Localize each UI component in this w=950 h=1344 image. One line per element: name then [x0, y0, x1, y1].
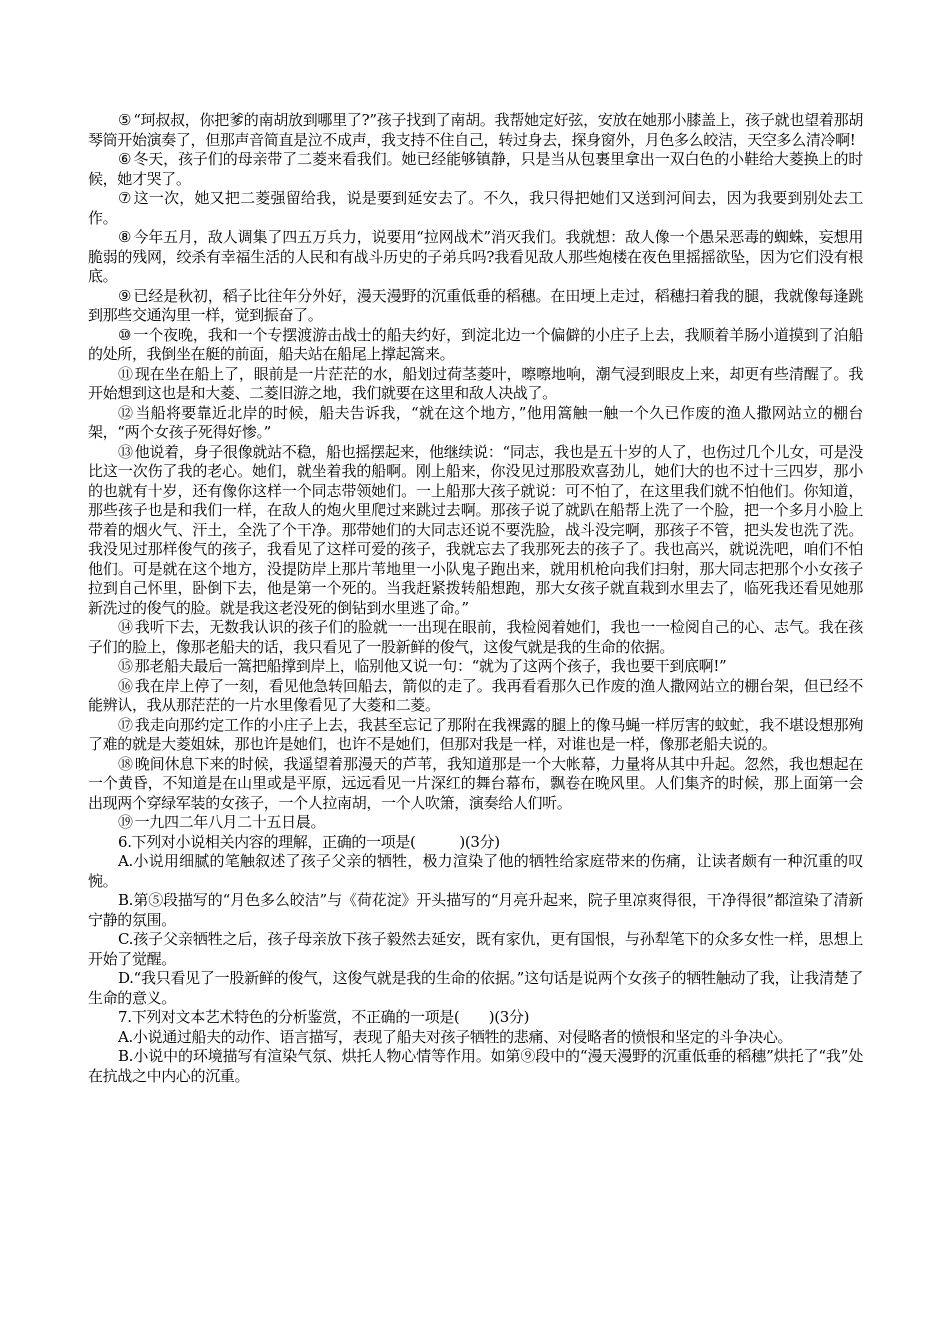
paragraph-text: 一个夜晚，我和一个专摆渡游击战士的船夫约好，到淀北边一个偏僻的小庄子上去，我顺着羊肠小道摸到了泊船的处所，我倒坐在艇的前面，船夫站在船尾上撑起篙来。 [88, 325, 863, 363]
paragraph-number: ⑧ [118, 228, 132, 246]
paragraph-text: “珂叔叔，你把爹的南胡放到哪里了?”孩子找到了南胡。我帮她定好弦，安放在她那小膝盖上，孩子就也望着那胡琴筒开始演奏了，但那声音简直是泣不成声，我支持不住自己，转过身去，探身窗外，月色多么皎洁，天空多么清冷啊! [88, 111, 863, 149]
paragraph-number: ⑮ [118, 657, 133, 675]
paragraph-text: 晚间休息下来的时候，我遥望着那漫天的芦苇，我知道那是一个大帐幕，力量将从其中升起。忽然，我也想起在一个黄昏，不知道是在山里或是平原，远远看见一片深红的舞台幕布，飘卷在晚风里。人们集齐的时候，那上面第一会出现两个穿绿军装的女孩子，一个人拉南胡，一个人吹箫，演奏给人们听。 [88, 754, 864, 812]
paragraph-number: ⑰ [118, 715, 133, 734]
option-b: B.第⑤段描写的“月色多么皎洁”与《荷花淀》开头描写的“月亮升起来，院子里凉爽得很，干净得很”都渲染了清新宁静的氛围。 [88, 891, 863, 929]
paragraph-text: 冬天，孩子们的母亲带了二菱来看我们。她已经能够镇静，只是当从包裹里拿出一双白色的小鞋给大菱换上的时候，她才哭了。 [88, 150, 863, 188]
paragraph-number: ⑬ [118, 442, 133, 461]
option-a: A.小说用细腻的笔触叙述了孩子父亲的牺牲，极力渲染了他的牺牲给家庭带来的伤痛，让读者颇有一种沉重的叹惋。 [88, 852, 863, 890]
story-body [88, 111, 863, 833]
paragraph-10 [88, 326, 863, 365]
paragraph-17 [88, 716, 863, 755]
paragraph-text: 那老船夫最后一篙把船撑到岸上，临别他又说一句：“就为了这两个孩子，我也要干到底啊!” [134, 657, 727, 675]
paragraph-text: 我在岸上停了一刻，看见他急转回船去，箭似的走了。我再看看那久已作废的渔人撒网站立的棚台架，但已经不能辨认，我从那茫茫的一片水里像看见了大菱和二菱。 [88, 676, 864, 714]
paragraph-number: ⑪ [118, 364, 133, 383]
paragraph-text: 他说着，身子很像就站不稳，船也摇摆起来，他继续说：“同志，我也是五十岁的人了，也伤过几个儿女，可是没比这一次伤了我的老心。她们，就坐着我的船啊。刚上船来，你没见过那股欢喜劲儿，她们大的也不过十三四岁，那小的也就有十岁，还有像你这样一个同志带领她们。一上船那大孩子就说：可不怕了，在这里我们就不怕他们。你知道，那些孩子也是和我们一样，在敌人的炮火里爬过来跳过去啊。那孩子说了就趴在船帮上洗了一个脸，把一个多月小脸上带着的烟火气、汗土，全洗了个干净。那带她们的大同志还说不要洗脸，战斗没完啊，那孩子不管，把头发也洗了洗。我没见过那样俊气的孩子，我看见了这样可爱的孩子，我就忘去了我那死去的孩子了。我也高兴，就说洗吧，咱们不怕他们。可是就在这个地方，没提防岸上那片苇地里一小队鬼子跑出来，就用机枪向我们扫射，那大同志把那个小女孩子拉到自己怀里，卧倒下去，他是第一个死的。当我赶紧拨转船想跑，那大女孩子就直栽到水里去了，临死我还看见她那新洗过的俊气的脸。就是我这老没死的倒钻到水里逃了命。” [88, 442, 863, 617]
paragraph-18 [88, 755, 863, 814]
paragraph-number: ⑤ [118, 111, 132, 129]
paragraph-text: 我走向那约定工作的小庄子上去，我甚至忘记了那附在我裸露的腿上的像马蝇一样厉害的蚊虻，我不堪设想那殉了难的就是大菱姐妹，那也许是她们，也许不是她们，但那对我是一样，对谁也是一样，像那老船夫说的。 [88, 715, 864, 753]
option-d: D.“我只看见了一股新鲜的俊气，这俊气就是我的生命的依据。”这句话是说两个女孩子的牺牲触动了我，让我清楚了生命的意义。 [88, 969, 863, 1007]
paragraph-number: ⑭ [118, 618, 133, 636]
paragraph-number: ⑦ [118, 189, 132, 207]
paragraph-number: ⑲ [118, 813, 133, 831]
paragraph-number: ⑩ [118, 325, 132, 344]
paragraph-6 [88, 150, 863, 189]
paragraph-15 [88, 657, 863, 677]
paragraph-5 [88, 111, 863, 150]
paragraph-text: 现在坐在船上了，眼前是一片茫茫的水，船划过荷茎菱叶，嚓嚓地响，潮气浸到眼皮上来，却更有些清醒了。我开始想到这也是和大菱、二菱旧游之地，我们就要在这里和敌人决战了。 [88, 364, 864, 402]
paragraph-16 [88, 677, 863, 716]
paragraph-14 [88, 618, 863, 657]
question-title: 6.下列对小说相关内容的理解，正确的一项是( )(3分) [118, 832, 500, 851]
paragraph-9 [88, 287, 863, 326]
paragraph-number: ⑯ [118, 676, 133, 695]
option-b: B.小说中的环境描写有渲染气氛、烘托人物心情等作用。如第⑨段中的“漫天漫野的沉重低垂的稻穗”烘托了“我”处在抗战之中内心的沉重。 [88, 1047, 863, 1085]
paragraph-text: 我听下去，无数我认识的孩子们的脸就一一出现在眼前，我检阅着她们，我也一一检阅自己的心、志气。我在孩子们的脸上，像那老船夫的话，我只看见了一股新鲜的俊气，这俊气就是我的生命的依据。 [88, 618, 864, 656]
paragraph-12 [88, 404, 863, 443]
paragraph-8 [88, 228, 863, 287]
question-6 [88, 833, 863, 1009]
paragraph-text: 一九四二年八月二十五日晨。 [134, 813, 326, 831]
paragraph-text: 已经是秋初，稻子比往年分外好，漫天漫野的沉重低垂的稻穗。在田埂上走过，稻穗扫着我的腿，我就像每逢跳到那些交通沟里一样，觉到振奋了。 [88, 286, 863, 324]
question-7 [88, 1008, 863, 1086]
paragraph-text: 今年五月，敌人调集了四五万兵力，说要用“拉网战术”消灭我们。我就想：敌人像一个愚呆恶毒的蜘蛛，妄想用脆弱的残网，绞杀有幸福生活的人民和有战斗历史的子弟兵吗?我看见敌人那些炮楼在夜色里摇摇欲坠，因为它们没有根底。 [88, 228, 863, 285]
paragraph-number: ⑨ [118, 286, 132, 305]
paragraph-7 [88, 189, 863, 228]
paragraph-text: 当船将要靠近北岸的时候，船夫告诉我，“就在这个地方，”他用篙触一触一个久已作废的渔人撒网站立的棚台架，“两个女孩子死得好惨。” [88, 403, 863, 441]
paragraph-number: ⑥ [118, 150, 132, 168]
paragraph-19 [88, 813, 863, 833]
question-title: 7.下列对文本艺术特色的分析鉴赏，不正确的一项是( )(3分) [118, 1008, 530, 1026]
option-a: A.小说通过船夫的动作、语言描写，表现了船夫对孩子牺牲的悲痛、对侵略者的愤恨和坚定的斗争决心。 [118, 1027, 793, 1046]
paragraph-13 [88, 443, 863, 619]
paragraph-number: ⑫ [118, 403, 134, 422]
paragraph-11 [88, 365, 863, 404]
paragraph-number: ⑱ [118, 754, 133, 773]
option-c: C.孩子父亲牺牲之后，孩子母亲放下孩子毅然去延安，既有家仇，更有国恨，与孙犁笔下的众多女性一样，思想上开始了觉醒。 [88, 930, 863, 968]
document-page [88, 111, 863, 1086]
paragraph-text: 这一次，她又把二菱强留给我，说是要到延安去了。不久，我只得把她们又送到河间去，因为我要到别处去工作。 [88, 189, 863, 227]
